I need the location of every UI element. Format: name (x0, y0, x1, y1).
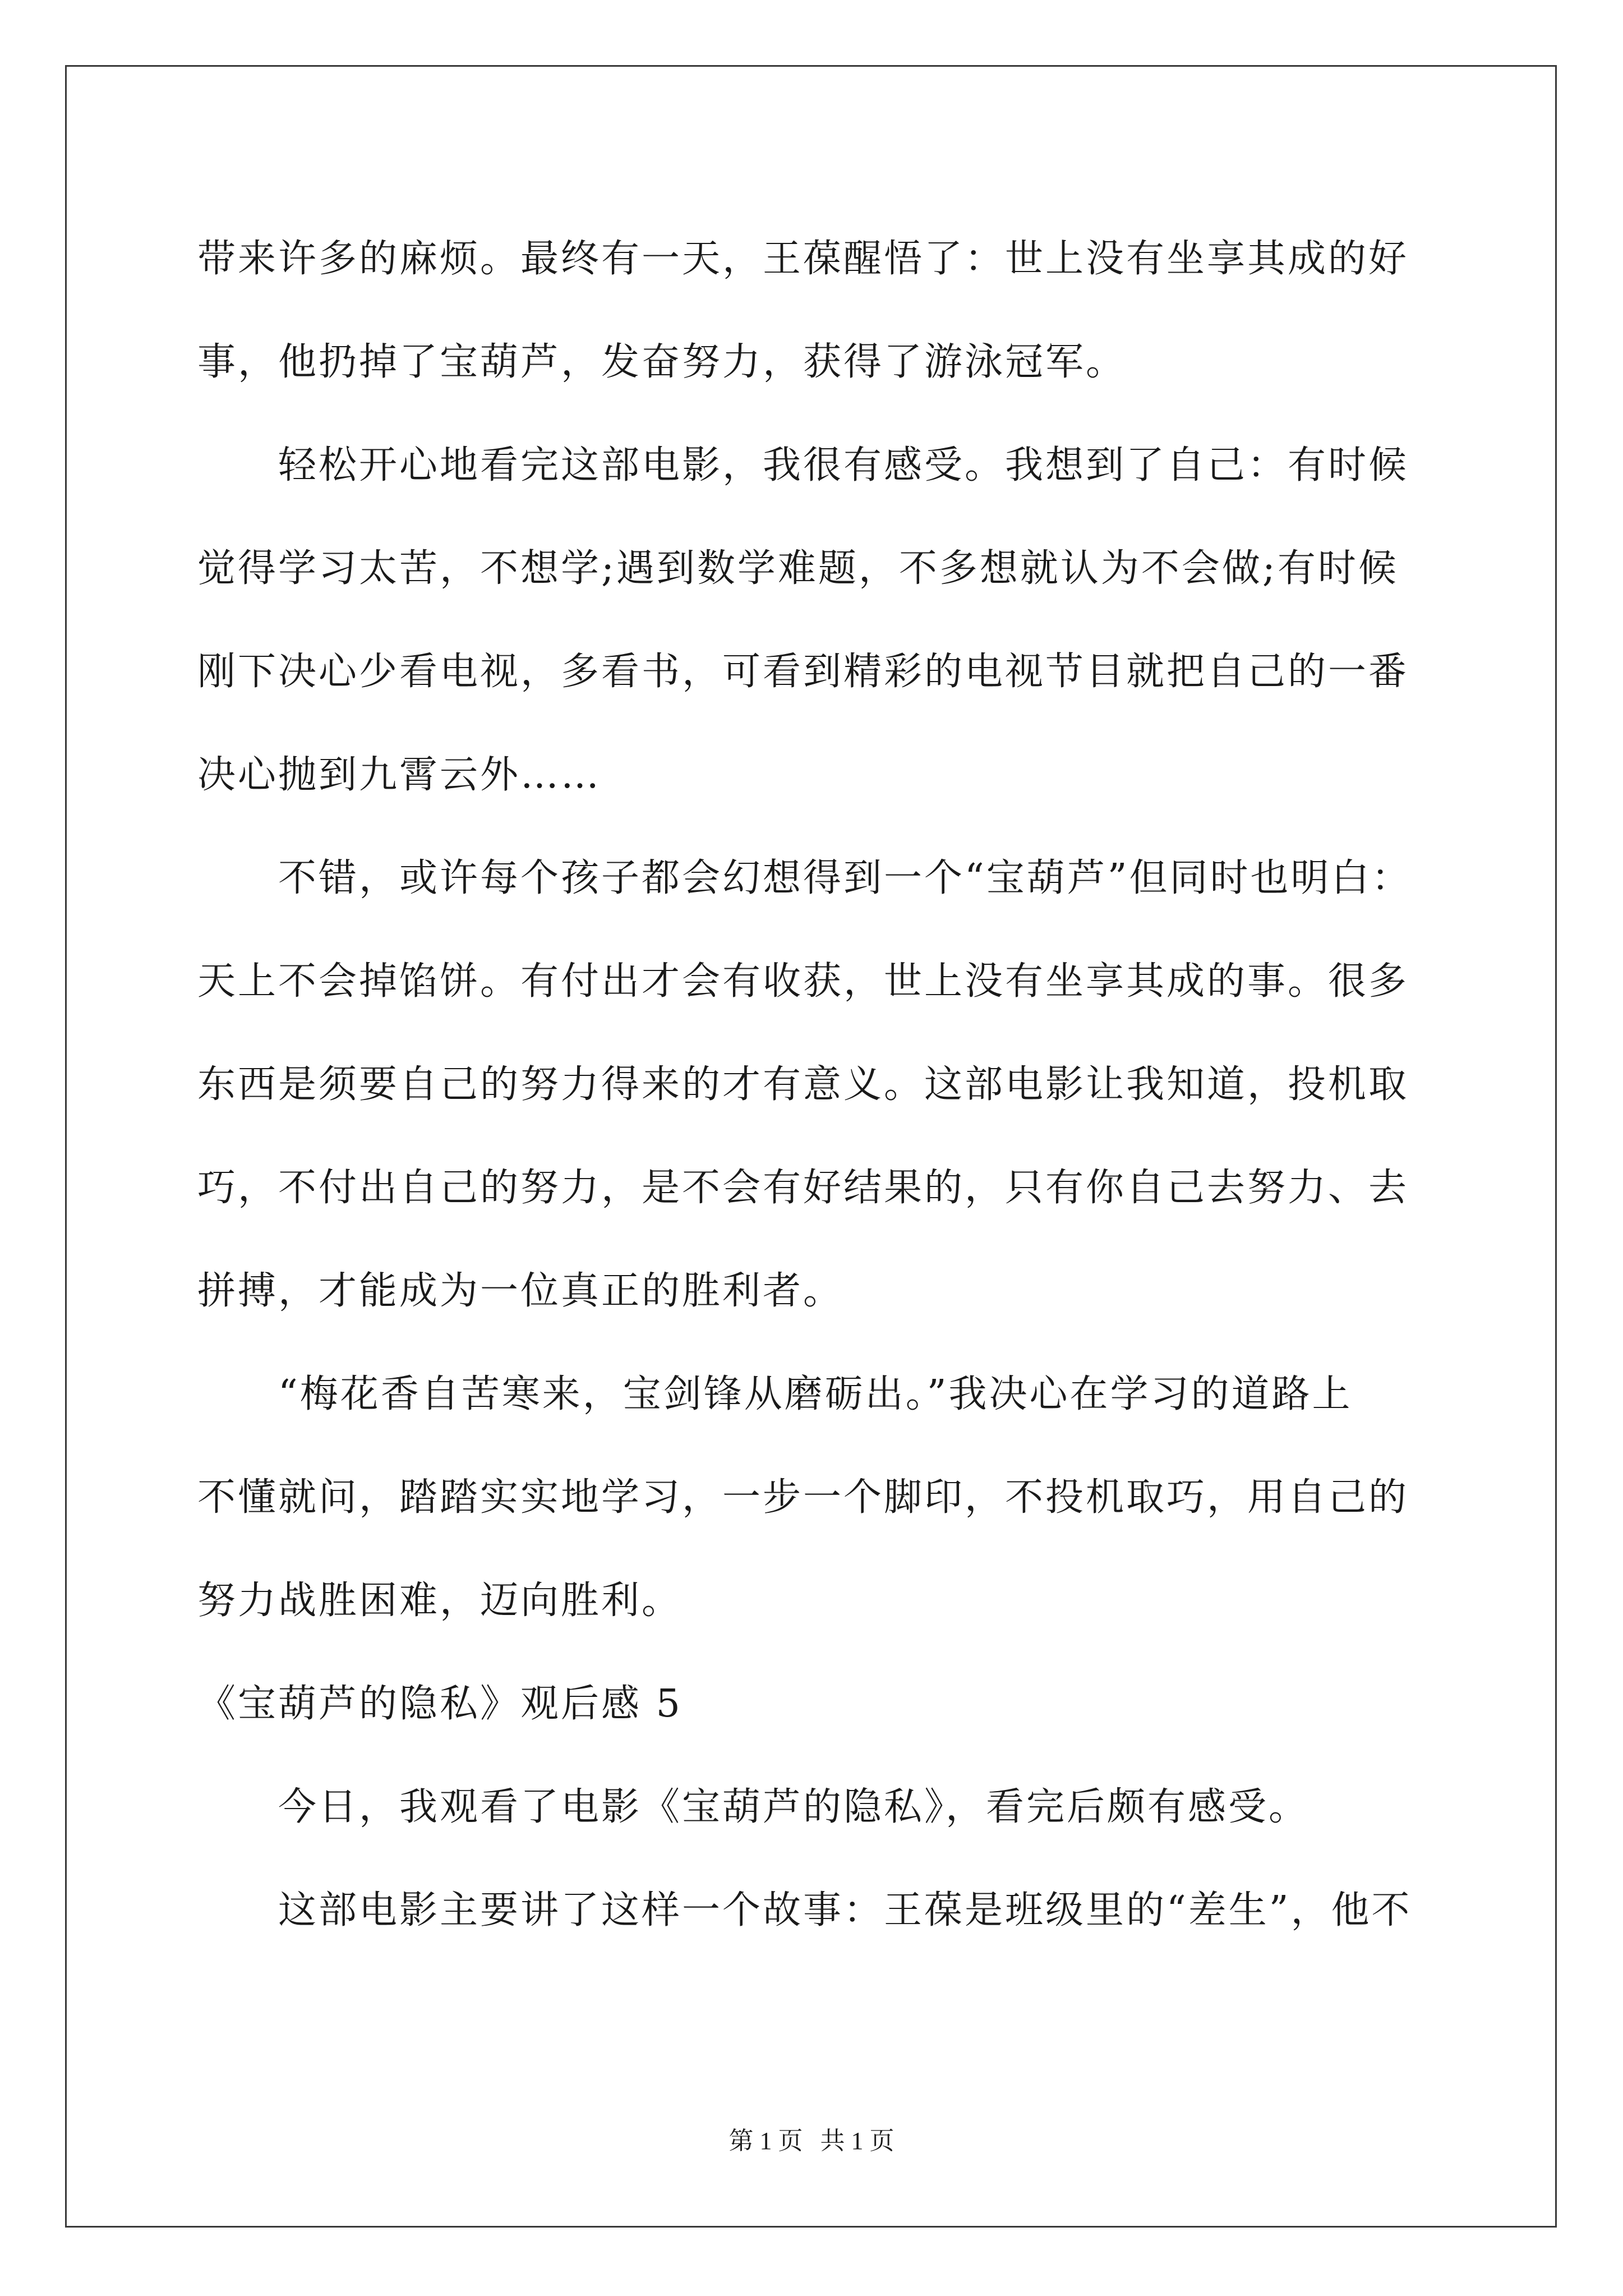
text-line: 天上不会掉馅饼。有付出才会有收获，世上没有坐享其成的事。很多 (197, 959, 1409, 1004)
text-line: 带来许多的麻烦。最终有一天，王葆醒悟了：世上没有坐享其成的好 (197, 237, 1409, 281)
paragraph-start-line: 不错，或许每个孩子都会幻想得到一个“宝葫芦”但同时也明白： (278, 856, 1412, 900)
paragraph-start-line: 轻松开心地看完这部电影，我很有感受。我想到了自己：有时候 (278, 443, 1409, 487)
text-line: 事，他扔掉了宝葫芦，发奋努力，获得了游泳冠军。 (197, 340, 1127, 384)
page-footer (0, 2120, 1623, 2156)
text-line: 刚下决心少看电视，多看书，可看到精彩的电视节目就把自己的一番 (197, 650, 1409, 694)
text-line: 觉得学习太苦，不想学;遇到数学难题，不多想就认为不会做;有时候 (197, 546, 1399, 591)
text-line: 拼搏，才能成为一位真正的胜利者。 (197, 1269, 844, 1313)
section-heading: 《宝葫芦的隐私》观后感 5 (197, 1682, 683, 1726)
text-line: 不懂就问，踏踏实实地学习，一步一个脚印，不投机取巧，用自己的 (197, 1475, 1409, 1520)
text-line: 决心抛到九霄云外…… (197, 753, 602, 797)
paragraph-start-line: 今日，我观看了电影《宝葫芦的隐私》，看完后颇有感受。 (278, 1785, 1310, 1829)
document-body (197, 208, 1431, 1962)
text-line: 东西是须要自己的努力得来的才有意义。这部电影让我知道，投机取 (197, 1062, 1409, 1107)
page-total: 共 1 页 (820, 2127, 895, 2155)
paragraph-start-line: “梅花香自苦寒来，宝剑锋从磨砺出。”我决心在学习的道路上 (278, 1372, 1353, 1416)
page-number: 第 1 页 (728, 2127, 803, 2155)
text-line: 巧，不付出自己的努力，是不会有好结果的，只有你自己去努力、去 (197, 1166, 1409, 1210)
text-line: 努力战胜困难，迈向胜利。 (197, 1579, 683, 1623)
paragraph-start-line: 这部电影主要讲了这样一个故事：王葆是班级里的“差生”，他不 (278, 1888, 1412, 1932)
